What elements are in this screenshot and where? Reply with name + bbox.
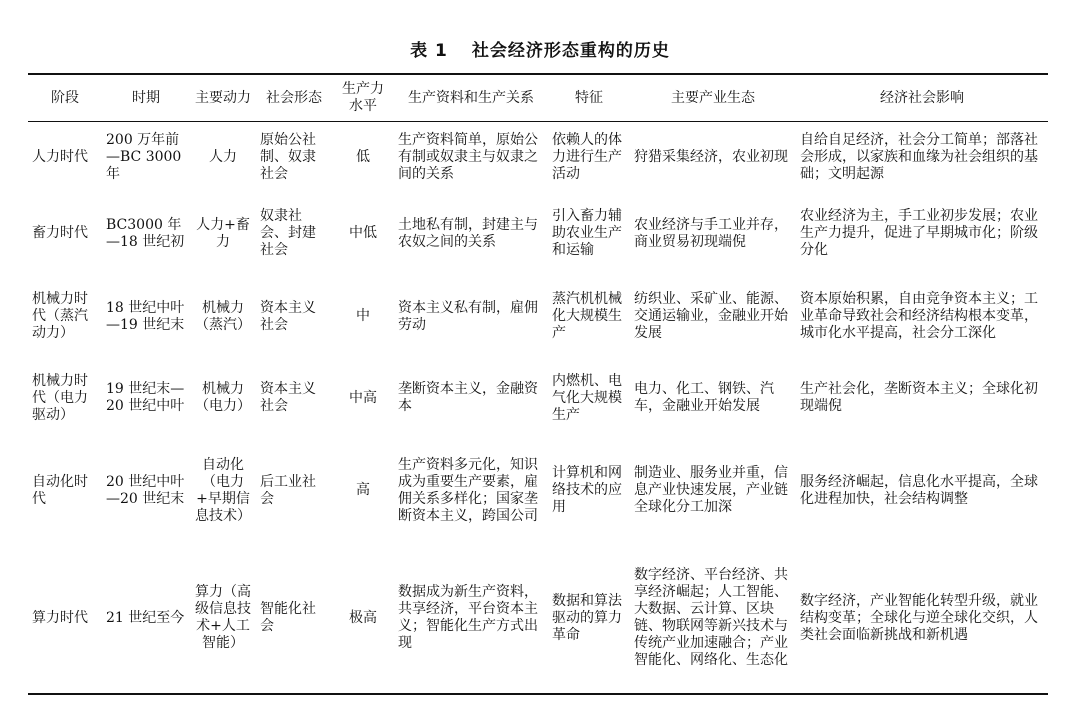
period-cell: 19 世纪末—20 世纪中叶 bbox=[106, 381, 185, 414]
feature-cell: 计算机和网络技术的应用 bbox=[552, 465, 622, 515]
relations-cell: 土地私有制，封建主与农奴之间的关系 bbox=[398, 216, 538, 250]
industry-cell: 制造业、服务业并重，信息产业快速发展，产业链全球化分工加深 bbox=[634, 465, 788, 515]
form-cell: 资本主义社会 bbox=[260, 381, 316, 414]
form-cell: 原始公社制、奴隶社会 bbox=[260, 131, 316, 182]
form-cell: 奴隶社会、封建社会 bbox=[260, 208, 316, 258]
level-cell: 中低 bbox=[349, 225, 377, 241]
relations-cell: 生产资料多元化，知识成为重要生产要素，雇佣关系多样化；国家垄断资本主义，跨国公司 bbox=[398, 456, 538, 524]
impact-cell: 资本原始积累，自由竞争资本主义；工业革命导致社会和经济结构根本变革，城市化水平提高，社会分工深化 bbox=[800, 291, 1038, 341]
table-row bbox=[28, 544, 1048, 692]
driver-cell: 人力+畜力 bbox=[196, 216, 250, 250]
relations-cell: 生产资料简单，原始公有制或奴隶主与奴隶之间的关系 bbox=[398, 131, 538, 182]
level-cell: 低 bbox=[356, 148, 370, 165]
relations-cell: 资本主义私有制，雇佣劳动 bbox=[398, 299, 538, 333]
level-cell: 中高 bbox=[349, 389, 377, 406]
feature-cell: 依赖人的体力进行生产活动 bbox=[552, 131, 622, 182]
level-cell: 极高 bbox=[349, 609, 377, 626]
header-cell: 阶段 bbox=[51, 89, 79, 106]
feature-cell: 蒸汽机机械化大规模生产 bbox=[552, 291, 622, 341]
stage-cell: 算力时代 bbox=[32, 609, 88, 626]
feature-cell: 内燃机、电气化大规模生产 bbox=[552, 372, 622, 423]
header-cell: 时期 bbox=[132, 89, 160, 106]
period-cell: BC3000 年—18 世纪初 bbox=[106, 216, 185, 250]
stage-cell: 机械力时代（电力驱动） bbox=[32, 372, 88, 423]
table-row bbox=[28, 437, 1048, 544]
header-cell: 主要产业生态 bbox=[671, 89, 755, 106]
industry-cell: 数字经济、平台经济、共享经济崛起；人工智能、大数据、云计算、区块链、物联网等新兴技术与传统产业加速融合；产业智能化、网络化、生态化 bbox=[634, 567, 788, 668]
driver-cell: 机械力（蒸汽） bbox=[195, 299, 251, 333]
driver-cell: 人力 bbox=[209, 148, 237, 165]
table-row bbox=[28, 121, 1048, 193]
level-cell: 高 bbox=[356, 482, 370, 498]
header-cell: 生产力水平 bbox=[342, 81, 384, 114]
driver-cell: 机械力（电力） bbox=[195, 381, 251, 414]
stage-cell: 畜力时代 bbox=[32, 225, 88, 241]
form-cell: 资本主义社会 bbox=[260, 299, 316, 333]
relations-cell: 数据成为新生产资料，共享经济，平台资本主义；智能化生产方式出现 bbox=[398, 584, 538, 651]
header-cell: 主要动力 bbox=[195, 89, 251, 106]
stage-cell: 人力时代 bbox=[32, 148, 88, 165]
impact-cell: 农业经济为主，手工业初步发展；农业生产力提升，促进了早期城市化；阶级分化 bbox=[800, 208, 1038, 258]
table-row bbox=[28, 359, 1048, 437]
history-table bbox=[28, 75, 1048, 692]
period-cell: 18 世纪中叶—19 世纪末 bbox=[106, 299, 185, 333]
header-row bbox=[28, 75, 1048, 121]
form-cell: 智能化社会 bbox=[260, 601, 316, 634]
table-caption bbox=[0, 36, 1080, 61]
driver-cell: 自动化（电力+早期信息技术） bbox=[195, 456, 251, 524]
table-title: 社会经济形态重构的历史 bbox=[471, 41, 670, 61]
stage-cell: 机械力时代（蒸汽动力） bbox=[32, 291, 88, 341]
feature-cell: 引入畜力辅助农业生产和运输 bbox=[552, 208, 622, 258]
industry-cell: 农业经济与手工业并存，商业贸易初现端倪 bbox=[634, 216, 788, 250]
form-cell: 后工业社会 bbox=[260, 473, 316, 507]
period-cell: 20 世纪中叶—20 世纪末 bbox=[106, 473, 185, 507]
relations-cell: 垄断资本主义，金融资本 bbox=[398, 381, 538, 414]
industry-cell: 电力、化工、钢铁、汽车，金融业开始发展 bbox=[634, 381, 774, 414]
level-cell: 中 bbox=[356, 308, 370, 324]
period-cell: 21 世纪至今 bbox=[106, 609, 185, 626]
period-cell: 200 万年前—BC 3000 年 bbox=[106, 131, 182, 182]
header-cell: 经济社会影响 bbox=[880, 89, 964, 106]
header-cell: 生产资料和生产关系 bbox=[408, 89, 534, 106]
impact-cell: 数字经济，产业智能化转型升级，就业结构变革；全球化与逆全球化交织，人类社会面临新挑战和新机遇 bbox=[800, 592, 1038, 643]
stage-cell: 自动化时代 bbox=[32, 473, 88, 507]
table-row bbox=[28, 193, 1048, 274]
header-cell: 特征 bbox=[575, 89, 603, 106]
industry-cell: 狩猎采集经济，农业初现 bbox=[634, 148, 788, 165]
driver-cell: 算力（高级信息技术+人工智能） bbox=[195, 584, 251, 651]
table-bottom-rule bbox=[28, 693, 1048, 695]
table-number: 表 1 bbox=[410, 41, 448, 61]
table-row bbox=[28, 274, 1048, 359]
impact-cell: 生产社会化，垄断资本主义；全球化初现端倪 bbox=[800, 381, 1038, 414]
header-cell: 社会形态 bbox=[266, 89, 322, 106]
feature-cell: 数据和算法驱动的算力革命 bbox=[552, 592, 622, 643]
impact-cell: 服务经济崛起，信息化水平提高，全球化进程加快，社会结构调整 bbox=[800, 473, 1038, 507]
impact-cell: 自给自足经济，社会分工简单；部落社会形成，以家族和血缘为社会组织的基础；文明起源 bbox=[800, 131, 1038, 182]
industry-cell: 纺织业、采矿业、能源、交通运输业，金融业开始发展 bbox=[634, 291, 788, 341]
